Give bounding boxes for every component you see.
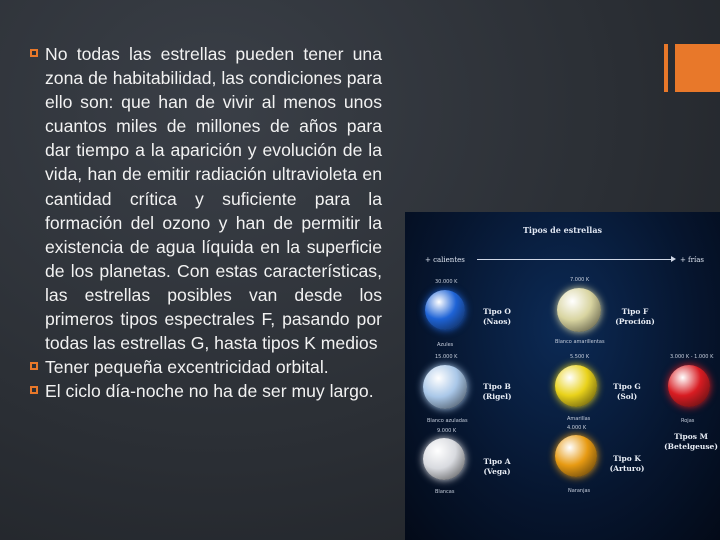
hot-label: + calientes	[425, 256, 465, 264]
bullet-item	[30, 42, 382, 355]
star-b-sphere	[423, 365, 467, 409]
star-m-label	[663, 432, 719, 452]
bullet-square-icon	[30, 49, 38, 57]
star-k-label	[607, 454, 647, 474]
bullet-item	[30, 379, 382, 403]
star-a-example: (Vega)	[483, 467, 511, 476]
star-k-name: Tipo K	[613, 454, 641, 463]
star-f-label	[613, 307, 657, 327]
star-o-sphere	[425, 290, 465, 330]
accent-bar-thin	[664, 44, 668, 92]
star-k-color: Naranjas	[568, 488, 591, 494]
star-b-label	[477, 382, 517, 402]
star-b-name: Tipo B	[483, 382, 511, 391]
star-m-example: (Betelgeuse)	[664, 442, 718, 451]
bullet-square-icon	[30, 362, 38, 370]
star-f-name: Tipo F	[621, 307, 649, 316]
star-g-label	[607, 382, 647, 402]
star-o-label	[477, 307, 517, 327]
star-k-sphere	[555, 435, 597, 477]
star-f-temp: 7.000 K	[570, 277, 590, 283]
bullet-text: Tener pequeña excentricidad orbital.	[45, 357, 329, 378]
star-f-sphere	[557, 288, 601, 332]
star-f-color: Blanco amarillentas	[555, 339, 605, 345]
cold-label: + frías	[679, 256, 704, 264]
star-b-temp: 15.000 K	[435, 354, 458, 360]
star-g-example: (Sol)	[616, 392, 638, 401]
bullet-item	[30, 355, 382, 379]
star-k-example: (Arturo)	[609, 464, 645, 473]
star-a-color: Blancas	[435, 489, 455, 495]
star-types-figure	[405, 212, 720, 540]
star-g-temp: 5.500 K	[570, 354, 590, 360]
star-m-sphere	[668, 365, 710, 407]
star-g-color: Amarillas	[567, 416, 591, 422]
bullet-list	[30, 42, 382, 403]
star-g-name: Tipo G	[613, 382, 641, 391]
bullet-square-icon	[30, 386, 38, 394]
star-o-example: (Naos)	[482, 317, 512, 326]
star-k-temp: 4.000 K	[567, 425, 587, 431]
star-g-sphere	[555, 365, 597, 407]
figure-title: Tipos de estrellas	[522, 225, 603, 235]
star-a-sphere	[423, 438, 465, 480]
star-b-color: Blanco azuladas	[427, 418, 468, 424]
star-m-temp: 3.000 K - 1.000 K	[670, 354, 714, 360]
star-b-example: (Rigel)	[482, 392, 512, 401]
star-a-temp: 9.000 K	[437, 428, 457, 434]
star-o-name: Tipo O	[483, 307, 511, 316]
star-f-example: (Proción)	[615, 317, 655, 326]
accent-bar-thick	[675, 44, 720, 92]
star-m-color: Rojas	[681, 418, 695, 424]
star-o-color: Azules	[437, 342, 454, 348]
star-m-name: Tipos M	[674, 432, 708, 441]
bullet-text: No todas las estrellas pueden tener una zona de habitabilidad, las condiciones para ello son: que han de vivir al menos unos cuantos miles de millones de años para dar tiempo a la aparición y evolución de la vida, han de emitir radiación ultravioleta en cantidad crítica y suficiente para la formación del ozono y han de permitir la existencia de agua líquida en la superficie de los planetas. Con estas características, las estrellas posibles van desde los primeros tipos espectrales F, pasando por todas las estrellas G, hasta tipos K medios	[45, 44, 382, 354]
star-o-temp: 30.000 K	[435, 279, 458, 285]
temperature-arrow	[477, 259, 673, 260]
bullet-text: El ciclo día-noche no ha de ser muy largo.	[45, 381, 374, 402]
star-a-name: Tipo A	[483, 457, 511, 466]
star-a-label	[477, 457, 517, 477]
